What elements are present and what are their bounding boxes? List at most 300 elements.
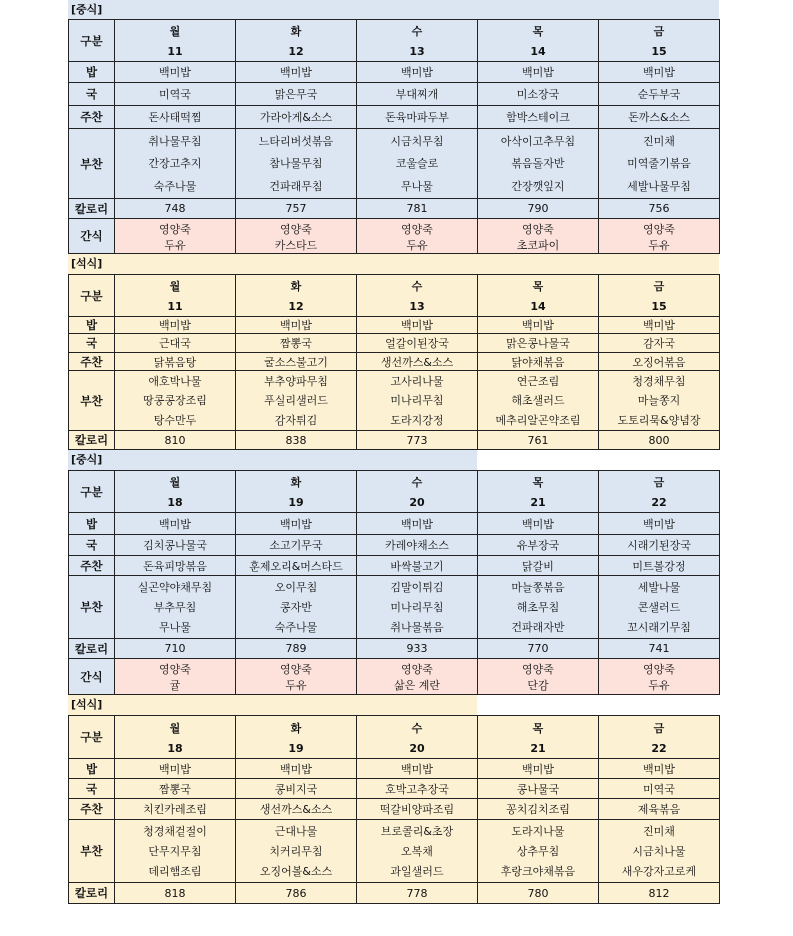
menu-table xyxy=(68,715,720,904)
side-dish-item: 느타리버섯볶음 xyxy=(258,134,334,148)
soup-row-cell: 시래기된장국 xyxy=(599,535,720,556)
side-dish-item: 콘샐러드 xyxy=(637,600,681,614)
soup-row-cell: 카레야채소스 xyxy=(357,535,478,556)
snack-row xyxy=(69,659,720,695)
meal-section xyxy=(68,695,719,904)
side-dish-row-label: 부찬 xyxy=(69,576,115,639)
header-row xyxy=(69,275,720,317)
side-dish-item: 도라지강정 xyxy=(390,413,444,427)
side-dish-cell xyxy=(115,576,236,639)
snack-item: 단감 xyxy=(527,678,549,692)
calorie-row-label: 칼로리 xyxy=(69,883,115,904)
side-dish-item: 데리햄조림 xyxy=(148,865,202,879)
side-dish-cell xyxy=(599,576,720,639)
main-dish-row-label: 주찬 xyxy=(69,799,115,820)
snack-item: 영양죽 xyxy=(159,662,191,676)
date-label: 22 xyxy=(651,741,667,755)
snack-row xyxy=(69,219,720,254)
calorie-row-cell: 933 xyxy=(357,639,478,659)
day-header xyxy=(599,471,720,513)
side-dish-item: 오복채 xyxy=(401,844,433,858)
rice-row-cell: 백미밥 xyxy=(236,62,357,83)
header-row xyxy=(69,716,720,759)
rice-row-label: 밥 xyxy=(69,513,115,535)
side-dish-item: 마늘쫑볶음 xyxy=(511,580,565,594)
day-header xyxy=(236,716,357,759)
weekday-label: 월 xyxy=(169,25,181,39)
section-title xyxy=(68,450,477,470)
rice-row-cell: 백미밥 xyxy=(115,759,236,779)
rice-row-cell: 백미밥 xyxy=(478,317,599,334)
side-dish-item: 새우강자고로케 xyxy=(621,865,697,879)
soup-row xyxy=(69,779,720,799)
rice-row-cell: 백미밥 xyxy=(599,317,720,334)
snack-item: 귤 xyxy=(169,678,181,692)
rice-row xyxy=(69,317,720,334)
meal-section xyxy=(68,0,719,254)
calorie-row xyxy=(69,639,720,659)
soup-row-cell: 콩비지국 xyxy=(236,779,357,799)
calorie-row-cell: 757 xyxy=(236,199,357,219)
day-header xyxy=(236,275,357,317)
rice-row-cell: 백미밥 xyxy=(115,513,236,535)
snack-item: 두유 xyxy=(164,238,186,252)
category-header: 구분 xyxy=(69,275,115,317)
section-title xyxy=(68,0,719,19)
side-dish-item: 메추리알곤약조림 xyxy=(495,413,581,427)
calorie-row-cell: 778 xyxy=(357,883,478,904)
section-title-text: [석식] xyxy=(71,698,103,711)
side-dish-item: 미역줄기볶음 xyxy=(627,157,691,171)
side-dish-item: 건파래자반 xyxy=(511,621,565,635)
calorie-row-cell: 770 xyxy=(478,639,599,659)
calorie-row-cell: 741 xyxy=(599,639,720,659)
soup-row xyxy=(69,83,720,106)
weekday-label: 금 xyxy=(653,25,665,39)
side-dish-cell xyxy=(478,820,599,883)
date-label: 18 xyxy=(167,741,183,755)
side-dish-item: 무나물 xyxy=(401,180,433,194)
weekday-label: 금 xyxy=(653,476,665,490)
soup-row-label: 국 xyxy=(69,83,115,106)
day-header xyxy=(236,20,357,62)
side-dish-row xyxy=(69,576,720,639)
rice-row-cell: 백미밥 xyxy=(478,62,599,83)
snack-row-label: 간식 xyxy=(69,659,115,695)
snack-item: 영양죽 xyxy=(522,662,554,676)
side-dish-item: 꼬시래기무침 xyxy=(627,621,691,635)
rice-row-cell: 백미밥 xyxy=(599,62,720,83)
side-dish-item: 후랑크야채볶음 xyxy=(500,865,576,879)
side-dish-item: 도라지나물 xyxy=(511,824,565,838)
day-header xyxy=(599,275,720,317)
rice-row-label: 밥 xyxy=(69,759,115,779)
calorie-row-label: 칼로리 xyxy=(69,199,115,219)
side-dish-cell xyxy=(236,576,357,639)
calorie-row-label: 칼로리 xyxy=(69,639,115,659)
date-label: 14 xyxy=(530,299,546,313)
snack-cell xyxy=(115,219,236,254)
weekday-label: 화 xyxy=(290,476,302,490)
side-dish-item: 청경채겉절이 xyxy=(143,824,207,838)
main-dish-row xyxy=(69,556,720,576)
date-label: 22 xyxy=(651,495,667,509)
side-dish-row xyxy=(69,371,720,431)
day-header xyxy=(357,20,478,62)
soup-row-label: 국 xyxy=(69,334,115,353)
soup-row-cell: 미역국 xyxy=(599,779,720,799)
side-dish-item: 브로콜리&초장 xyxy=(380,824,454,838)
main-dish-row-cell: 돈사태떡찜 xyxy=(115,106,236,129)
snack-item: 두유 xyxy=(648,238,670,252)
snack-item: 영양죽 xyxy=(643,662,675,676)
side-dish-item: 마늘쫑지 xyxy=(637,394,681,408)
side-dish-item: 미나리무침 xyxy=(390,600,444,614)
soup-row-cell: 근대국 xyxy=(115,334,236,353)
main-dish-row xyxy=(69,106,720,129)
main-dish-row-cell: 돈육피망볶음 xyxy=(115,556,236,576)
weekday-label: 금 xyxy=(653,721,665,735)
side-dish-row-label: 부찬 xyxy=(69,371,115,431)
side-dish-item: 아삭이고추무침 xyxy=(500,134,576,148)
side-dish-item: 치커리무침 xyxy=(269,844,323,858)
rice-row xyxy=(69,513,720,535)
side-dish-item: 연근조림 xyxy=(516,375,560,389)
weekday-label: 목 xyxy=(532,25,544,39)
meal-section xyxy=(68,450,719,695)
soup-row-cell: 짬뽕국 xyxy=(115,779,236,799)
snack-item: 두유 xyxy=(285,678,307,692)
date-label: 20 xyxy=(409,741,425,755)
snack-cell xyxy=(478,219,599,254)
date-label: 15 xyxy=(651,44,667,58)
soup-row-cell: 순두부국 xyxy=(599,83,720,106)
calorie-row-cell: 780 xyxy=(478,883,599,904)
side-dish-cell xyxy=(115,129,236,199)
snack-cell xyxy=(599,219,720,254)
side-dish-cell xyxy=(236,371,357,431)
menu-table xyxy=(68,19,720,254)
side-dish-item: 간장고추지 xyxy=(148,157,202,171)
soup-row-cell: 유부장국 xyxy=(478,535,599,556)
date-label: 15 xyxy=(651,299,667,313)
snack-cell xyxy=(357,219,478,254)
date-label: 21 xyxy=(530,495,546,509)
side-dish-item: 푸실리샐러드 xyxy=(264,394,328,408)
side-dish-item: 오징어볼&소스 xyxy=(259,865,333,879)
soup-row-cell: 김치콩나물국 xyxy=(115,535,236,556)
meal-section xyxy=(68,254,719,450)
side-dish-item: 상추무침 xyxy=(516,844,560,858)
calorie-row-cell: 818 xyxy=(115,883,236,904)
section-title xyxy=(68,695,477,715)
weekday-label: 목 xyxy=(532,721,544,735)
side-dish-item: 김말이튀김 xyxy=(390,580,444,594)
snack-item: 영양죽 xyxy=(401,222,433,236)
calorie-row-label: 칼로리 xyxy=(69,431,115,450)
soup-row-cell: 미역국 xyxy=(115,83,236,106)
date-label: 11 xyxy=(167,44,183,58)
main-dish-row-cell: 함박스테이크 xyxy=(478,106,599,129)
soup-row-cell: 호박고추장국 xyxy=(357,779,478,799)
weekday-label: 월 xyxy=(169,280,181,294)
date-label: 18 xyxy=(167,495,183,509)
snack-item: 영양죽 xyxy=(401,662,433,676)
side-dish-item: 건파래무침 xyxy=(269,180,323,194)
side-dish-item: 해초샐러드 xyxy=(511,394,565,408)
soup-row-cell: 짬뽕국 xyxy=(236,334,357,353)
day-header xyxy=(115,20,236,62)
rice-row-cell: 백미밥 xyxy=(478,513,599,535)
calorie-row xyxy=(69,883,720,904)
side-dish-item: 도토리묵&양념장 xyxy=(617,413,701,427)
side-dish-item: 과일샐러드 xyxy=(390,865,444,879)
snack-item: 초코파이 xyxy=(516,238,560,252)
day-header xyxy=(478,471,599,513)
side-dish-cell xyxy=(599,129,720,199)
section-title xyxy=(68,254,719,274)
day-header xyxy=(236,471,357,513)
category-header: 구분 xyxy=(69,716,115,759)
weekday-label: 화 xyxy=(290,25,302,39)
weekday-label: 수 xyxy=(411,721,423,735)
date-label: 11 xyxy=(167,299,183,313)
main-dish-row-label: 주찬 xyxy=(69,556,115,576)
side-dish-item: 무나물 xyxy=(159,621,191,635)
rice-row-label: 밥 xyxy=(69,317,115,334)
side-dish-cell xyxy=(236,129,357,199)
main-dish-row-label: 주찬 xyxy=(69,353,115,371)
snack-item: 삶은 계란 xyxy=(393,678,440,692)
side-dish-item: 부추무침 xyxy=(153,600,197,614)
soup-row-cell: 소고기무국 xyxy=(236,535,357,556)
side-dish-cell xyxy=(357,576,478,639)
main-dish-row-cell: 돈까스&소스 xyxy=(599,106,720,129)
day-header xyxy=(599,716,720,759)
rice-row-cell: 백미밥 xyxy=(115,317,236,334)
calorie-row-cell: 710 xyxy=(115,639,236,659)
side-dish-item: 볶음돌자반 xyxy=(511,157,565,171)
side-dish-item: 부추양파무침 xyxy=(264,375,328,389)
soup-row-cell: 부대찌개 xyxy=(357,83,478,106)
weekday-label: 금 xyxy=(653,280,665,294)
soup-row-cell: 감자국 xyxy=(599,334,720,353)
side-dish-row xyxy=(69,820,720,883)
rice-row-cell: 백미밥 xyxy=(236,317,357,334)
calorie-row-cell: 761 xyxy=(478,431,599,450)
side-dish-cell xyxy=(599,371,720,431)
side-dish-item: 단무지무침 xyxy=(148,844,202,858)
weekday-label: 수 xyxy=(411,25,423,39)
side-dish-item: 근대나물 xyxy=(274,824,318,838)
side-dish-item: 콩자반 xyxy=(280,600,312,614)
day-header xyxy=(599,20,720,62)
soup-row-cell: 얼갈이된장국 xyxy=(357,334,478,353)
side-dish-item: 취나물볶음 xyxy=(390,621,444,635)
snack-item: 영양죽 xyxy=(280,662,312,676)
date-label: 13 xyxy=(409,299,425,313)
side-dish-item: 세발나물 xyxy=(637,580,681,594)
side-dish-item: 숙주나물 xyxy=(153,180,197,194)
main-dish-row xyxy=(69,353,720,371)
soup-row xyxy=(69,535,720,556)
snack-item: 두유 xyxy=(648,678,670,692)
main-dish-row-cell: 치킨카레조림 xyxy=(115,799,236,820)
calorie-row-cell: 756 xyxy=(599,199,720,219)
calorie-row-cell: 781 xyxy=(357,199,478,219)
day-header xyxy=(357,471,478,513)
date-label: 12 xyxy=(288,299,304,313)
weekday-label: 목 xyxy=(532,476,544,490)
date-label: 13 xyxy=(409,44,425,58)
rice-row-cell: 백미밥 xyxy=(478,759,599,779)
weekday-label: 화 xyxy=(290,280,302,294)
section-title-text: [중식] xyxy=(71,3,103,16)
snack-item: 영양죽 xyxy=(159,222,191,236)
side-dish-item: 간장깻잎지 xyxy=(511,180,565,194)
snack-item: 영양죽 xyxy=(643,222,675,236)
day-header xyxy=(478,275,599,317)
main-dish-row-cell: 떡갈비양파조림 xyxy=(357,799,478,820)
weekday-label: 수 xyxy=(411,280,423,294)
side-dish-cell xyxy=(599,820,720,883)
date-label: 19 xyxy=(288,741,304,755)
main-dish-row-cell: 제육볶음 xyxy=(599,799,720,820)
side-dish-item: 세발나물무침 xyxy=(627,180,691,194)
side-dish-item: 고사리나물 xyxy=(390,375,444,389)
category-header: 구분 xyxy=(69,20,115,62)
side-dish-item: 진미채 xyxy=(643,134,675,148)
calorie-row-cell: 786 xyxy=(236,883,357,904)
side-dish-item: 해초무침 xyxy=(516,600,560,614)
day-header xyxy=(115,471,236,513)
side-dish-cell xyxy=(357,820,478,883)
rice-row-cell: 백미밥 xyxy=(236,759,357,779)
rice-row-cell: 백미밥 xyxy=(599,513,720,535)
snack-item: 영양죽 xyxy=(280,222,312,236)
section-title-text: [중식] xyxy=(71,453,103,466)
side-dish-cell xyxy=(236,820,357,883)
side-dish-cell xyxy=(478,129,599,199)
calorie-row-cell: 810 xyxy=(115,431,236,450)
rice-row-cell: 백미밥 xyxy=(599,759,720,779)
side-dish-item: 감자튀김 xyxy=(274,413,318,427)
side-dish-cell xyxy=(478,371,599,431)
main-dish-row-cell: 오징어볶음 xyxy=(599,353,720,371)
side-dish-cell xyxy=(115,820,236,883)
side-dish-item: 실곤약야채무침 xyxy=(137,580,213,594)
main-dish-row-cell: 닭야채볶음 xyxy=(478,353,599,371)
side-dish-item: 취나물무침 xyxy=(148,134,202,148)
side-dish-item: 참나물무침 xyxy=(269,157,323,171)
category-header: 구분 xyxy=(69,471,115,513)
rice-row-cell: 백미밥 xyxy=(357,62,478,83)
soup-row-cell: 미소장국 xyxy=(478,83,599,106)
side-dish-cell xyxy=(478,576,599,639)
weekday-label: 화 xyxy=(290,721,302,735)
side-dish-item: 탕수만두 xyxy=(153,413,197,427)
snack-item: 카스타드 xyxy=(274,238,318,252)
date-label: 14 xyxy=(530,44,546,58)
side-dish-item: 청경채무침 xyxy=(632,375,686,389)
snack-item: 영양죽 xyxy=(522,222,554,236)
main-dish-row-label: 주찬 xyxy=(69,106,115,129)
main-dish-row-cell: 생선까스&소스 xyxy=(236,799,357,820)
date-label: 20 xyxy=(409,495,425,509)
day-header xyxy=(478,20,599,62)
side-dish-item: 땅콩콩장조림 xyxy=(143,394,207,408)
snack-cell xyxy=(478,659,599,695)
side-dish-item: 시금치무침 xyxy=(390,134,444,148)
header-row xyxy=(69,20,720,62)
soup-row xyxy=(69,334,720,353)
snack-item: 두유 xyxy=(406,238,428,252)
side-dish-row-label: 부찬 xyxy=(69,820,115,883)
calorie-row xyxy=(69,431,720,450)
date-label: 19 xyxy=(288,495,304,509)
main-dish-row-cell: 굴소스불고기 xyxy=(236,353,357,371)
snack-cell xyxy=(115,659,236,695)
calorie-row-cell: 790 xyxy=(478,199,599,219)
soup-row-label: 국 xyxy=(69,779,115,799)
main-dish-row-cell: 닭갈비 xyxy=(478,556,599,576)
side-dish-item: 코울슬로 xyxy=(395,157,439,171)
main-dish-row-cell: 가라아게&소스 xyxy=(236,106,357,129)
calorie-row-cell: 812 xyxy=(599,883,720,904)
rice-row-cell: 백미밥 xyxy=(236,513,357,535)
calorie-row xyxy=(69,199,720,219)
section-title-text: [석식] xyxy=(71,257,103,270)
rice-row xyxy=(69,62,720,83)
day-header xyxy=(357,275,478,317)
main-dish-row-cell: 생선까스&소스 xyxy=(357,353,478,371)
calorie-row-cell: 838 xyxy=(236,431,357,450)
rice-row-label: 밥 xyxy=(69,62,115,83)
main-dish-row xyxy=(69,799,720,820)
header-row xyxy=(69,471,720,513)
side-dish-item: 애호박나물 xyxy=(148,375,202,389)
date-label: 12 xyxy=(288,44,304,58)
side-dish-cell xyxy=(115,371,236,431)
side-dish-item: 오이무침 xyxy=(274,580,318,594)
menu-table xyxy=(68,274,720,450)
side-dish-row xyxy=(69,129,720,199)
main-dish-row-cell: 미트볼강정 xyxy=(599,556,720,576)
menu-document xyxy=(68,0,719,904)
day-header xyxy=(115,716,236,759)
day-header xyxy=(115,275,236,317)
side-dish-cell xyxy=(357,371,478,431)
side-dish-item: 미나리무침 xyxy=(390,394,444,408)
date-label: 21 xyxy=(530,741,546,755)
side-dish-row-label: 부찬 xyxy=(69,129,115,199)
soup-row-cell: 콩나물국 xyxy=(478,779,599,799)
weekday-label: 목 xyxy=(532,280,544,294)
main-dish-row-cell: 훈제오리&머스타드 xyxy=(236,556,357,576)
snack-cell xyxy=(236,219,357,254)
soup-row-cell: 맑은콩나물국 xyxy=(478,334,599,353)
snack-cell xyxy=(236,659,357,695)
snack-cell xyxy=(357,659,478,695)
soup-row-label: 국 xyxy=(69,535,115,556)
side-dish-cell xyxy=(357,129,478,199)
main-dish-row-cell: 돈육마파두부 xyxy=(357,106,478,129)
snack-cell xyxy=(599,659,720,695)
rice-row-cell: 백미밥 xyxy=(357,513,478,535)
day-header xyxy=(357,716,478,759)
main-dish-row-cell: 닭볶음탕 xyxy=(115,353,236,371)
menu-table xyxy=(68,470,720,695)
